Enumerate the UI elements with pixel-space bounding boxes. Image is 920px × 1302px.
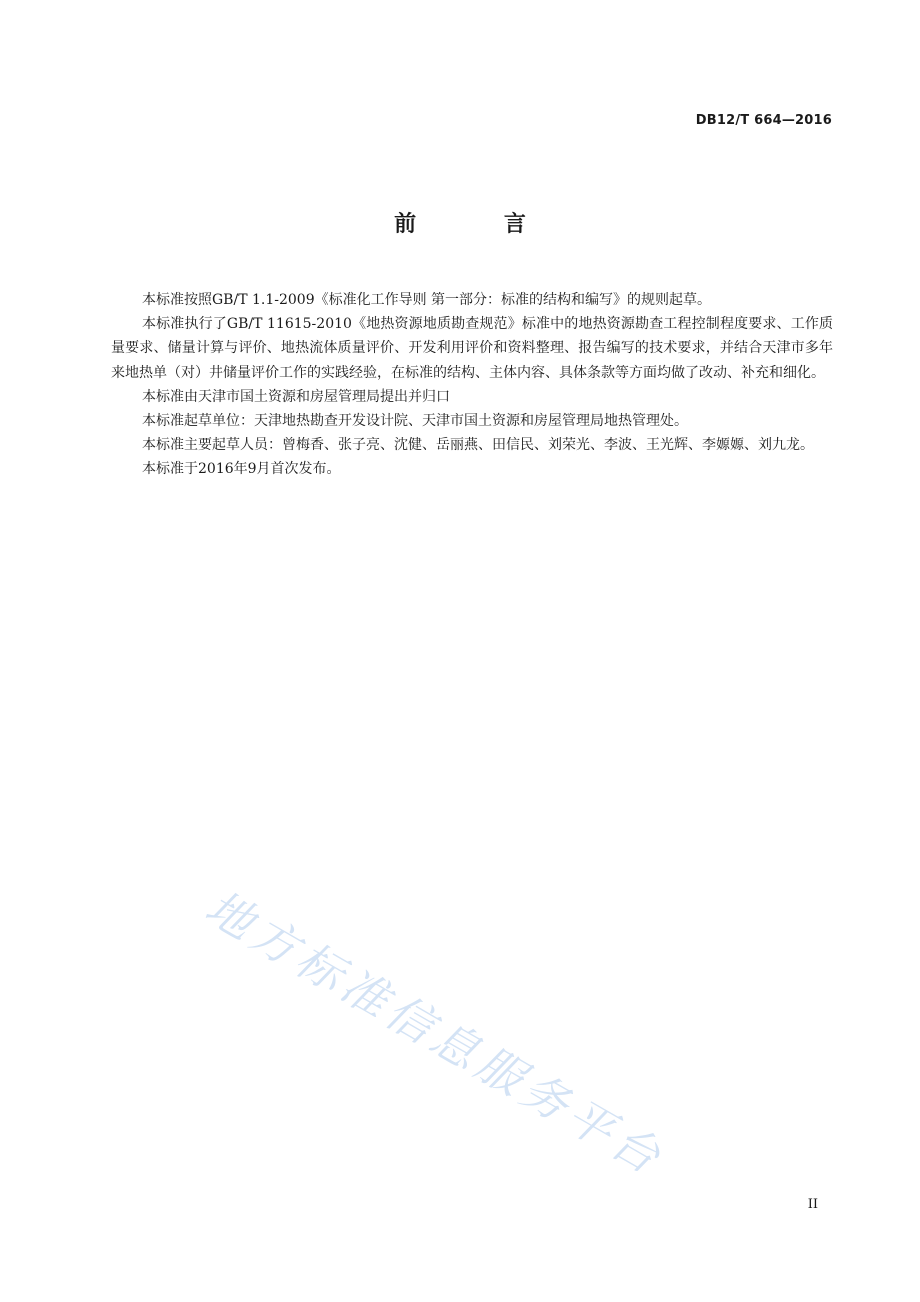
page-title: 前 言 — [394, 211, 566, 237]
paragraph-proposer: 本标准由天津市国土资源和房屋管理局提出并归口 — [142, 388, 450, 405]
watermark: 地方标准信息服务平台 — [196, 879, 674, 1187]
document-code: DB12/T 664—2016 — [695, 113, 832, 128]
page-number: II — [807, 1197, 818, 1212]
paragraph-release-date: 本标准于2016年9月首次发布。 — [142, 461, 341, 478]
foreword-body — [111, 288, 833, 482]
paragraph-drafting-units: 本标准起草单位：天津地热勘查开发设计院、天津市国土资源和房屋管理局地热管理处。 — [142, 413, 688, 430]
paragraph-execution-basis: 本标准执行了GB/T 11615-2010《地热资源地质勘查规范》标准中的地热资源勘查工程控制程度要求、工作质量要求、储量计算与评价、地热流体质量评价、开发利用评价和资料整理、报告编写的技术要求，并结合天津市多年来地热单（对）井储量评价工作的实践经验，在标准的结构、主体内容、具体条款等方面均做了改动、补充和细化。 — [111, 316, 833, 381]
paragraph-drafting-rules: 本标准按照GB/T 1.1-2009《标准化工作导则 第一部分：标准的结构和编写》的规则起草。 — [142, 292, 712, 308]
paragraph-drafters: 本标准主要起草人员：曾梅香、张子亮、沈健、岳丽燕、田信民、刘荣光、李波、王光辉、李嫄嫄、刘九龙。 — [142, 437, 814, 454]
